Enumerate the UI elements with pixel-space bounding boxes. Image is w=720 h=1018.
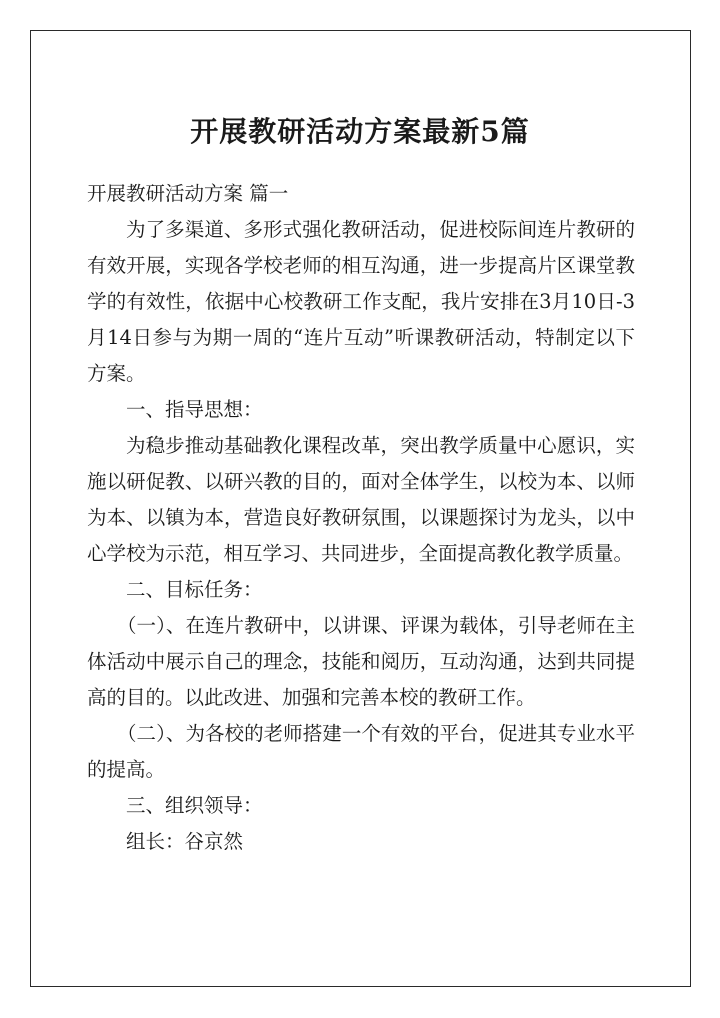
paragraph-goal-2: （二）、为各校的老师搭建一个有效的平台，促进其专业水平的提高。 bbox=[87, 722, 635, 781]
paragraph-goal-1: （一）、在连片教研中，以讲课、评课为载体，引导老师在主体活动中展示自己的理念，技能和阅历，互动沟通，达到共同提高的目的。以此改进、加强和完善本校的教研工作。 bbox=[87, 614, 635, 709]
paragraph-guiding-ideology: 为稳步推动基础教化课程改革，突出教学质量中心愿识，实施以研促教、以研兴教的目的，面对全体学生，以校为本、以师为本、以镇为本，营造良好教研氛围，以课题探讨为龙头，以中心学校为示范，相互学习、共同进步，全面提高教化教学质量。 bbox=[87, 434, 635, 565]
document-title: 开展教研活动方案最新5篇 bbox=[190, 115, 530, 148]
heading-goals-tasks: 二、目标任务： bbox=[126, 578, 263, 601]
section-heading: 开展教研活动方案 篇一 bbox=[87, 182, 289, 205]
document-body bbox=[87, 176, 635, 860]
paragraph-intro: 为了多渠道、多形式强化教研活动，促进校际间连片教研的有效开展，实现各学校老师的相互沟通，进一步提高片区课堂教学的有效性，依据中心校教研工作支配，我片安排在3月10日-3月14日参与为期一周的“连片互动”听课教研活动，特制定以下方案。 bbox=[87, 218, 635, 385]
heading-guiding-ideology: 一、指导思想： bbox=[126, 398, 263, 421]
paragraph-team-leader: 组长：谷京然 bbox=[126, 830, 244, 853]
heading-organization: 三、组织领导： bbox=[126, 794, 263, 817]
